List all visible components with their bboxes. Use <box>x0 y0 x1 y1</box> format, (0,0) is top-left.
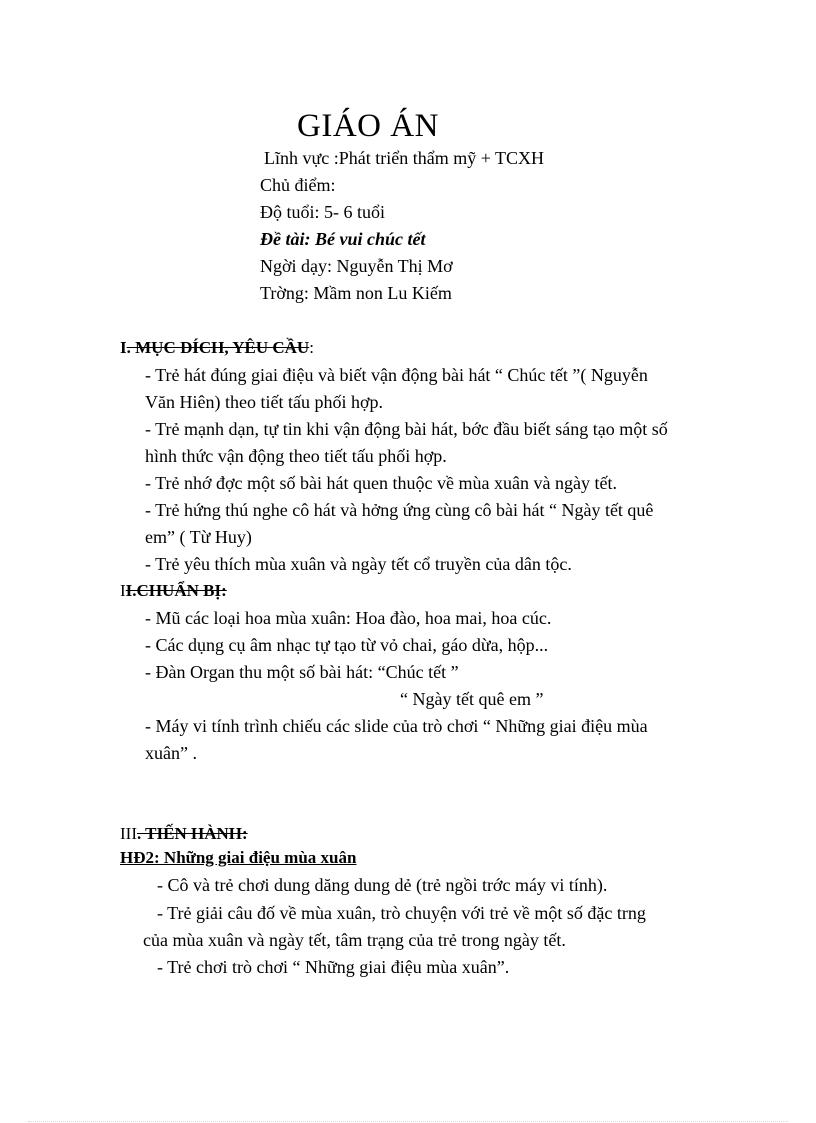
teacher-line: Ngời dạy: Nguyễn Thị Mơ <box>260 256 453 276</box>
section1-line-1: - Trẻ hát đúng giai điệu và biết vận động bài hát “ Chúc tết ”( Nguyễn <box>145 365 648 385</box>
section2-line-1: - Mũ các loại hoa mùa xuân: Hoa đào, hoa mai, hoa cúc. <box>145 608 552 628</box>
section1-line-2: Văn Hiên) theo tiết tấu phối hợp. <box>145 392 383 412</box>
page-bottom-rule <box>28 1121 788 1122</box>
section3-subheading: HĐ2: Những giai điệu mùa xuân <box>120 848 357 867</box>
section2-line-2: - Các dụng cụ âm nhạc tự tạo từ vỏ chai, gáo dừa, hộp... <box>145 635 549 655</box>
section2-title: I.CHUẨN BỊ: <box>125 581 227 600</box>
age-line: Độ tuổi: 5- 6 tuổi <box>260 202 385 222</box>
section1-line-5: - Trẻ nhớ đợc một số bài hát quen thuộc về mùa xuân và ngày tết. <box>145 473 617 493</box>
section1-line-6: - Trẻ hứng thú nghe cô hát và hởng ứng cùng cô bài hát “ Ngày tết quê <box>145 500 654 520</box>
section1-line-8: - Trẻ yêu thích mùa xuân và ngày tết cổ truyền của dân tộc. <box>145 554 572 574</box>
section3-line-2: - Trẻ giải câu đố về mùa xuân, trò chuyện với trẻ về một số đặc trng <box>157 903 646 923</box>
section3-heading <box>120 824 248 844</box>
section2-line-4: “ Ngày tết quê em ” <box>400 689 544 709</box>
section1-suffix: : <box>309 338 314 357</box>
section3-line-1: - Cô và trẻ chơi dung dăng dung dẻ (trẻ ngồi trớc máy vi tính). <box>157 875 608 895</box>
school-line: Trờng: Mầm non Lu Kiếm <box>260 283 452 303</box>
section3-line-4: - Trẻ chơi trò chơi “ Những giai điệu mùa xuân”. <box>157 957 510 977</box>
section3-prefix: III <box>120 824 137 843</box>
document-title: GIÁO ÁN <box>297 108 439 144</box>
section2-line-5: - Máy vi tính trình chiếu các slide của trò chơi “ Những giai điệu mùa <box>145 716 648 736</box>
section1-heading <box>120 338 314 358</box>
section2-heading <box>120 581 227 601</box>
section2-prefix: I <box>120 581 126 600</box>
section1-title: . MỤC ĐÍCH, YÊU CẦU <box>126 338 310 357</box>
section3-line-3: của mùa xuân và ngày tết, tâm trạng của trẻ trong ngày tết. <box>143 930 566 950</box>
section2-line-6: xuân” . <box>145 743 197 763</box>
field-line: Lĩnh vực :Phát triển thẩm mỹ + TCXH <box>264 148 545 168</box>
section1-line-4: hình thức vận động theo tiết tấu phối hợp. <box>145 446 447 466</box>
theme-line: Chủ điểm: <box>260 175 336 195</box>
section1-line-3: - Trẻ mạnh dạn, tự tin khi vận động bài hát, bớc đầu biết sáng tạo một số <box>145 419 668 439</box>
section1-line-7: em” ( Từ Huy) <box>145 527 252 547</box>
section1-prefix: I <box>120 338 127 357</box>
section3-title: . TIẾN HÀNH: <box>136 824 248 843</box>
section2-line-3: - Đàn Organ thu một số bài hát: “Chúc tết ” <box>145 662 459 682</box>
topic-line: Đề tài: Bé vui chúc tết <box>260 229 426 249</box>
